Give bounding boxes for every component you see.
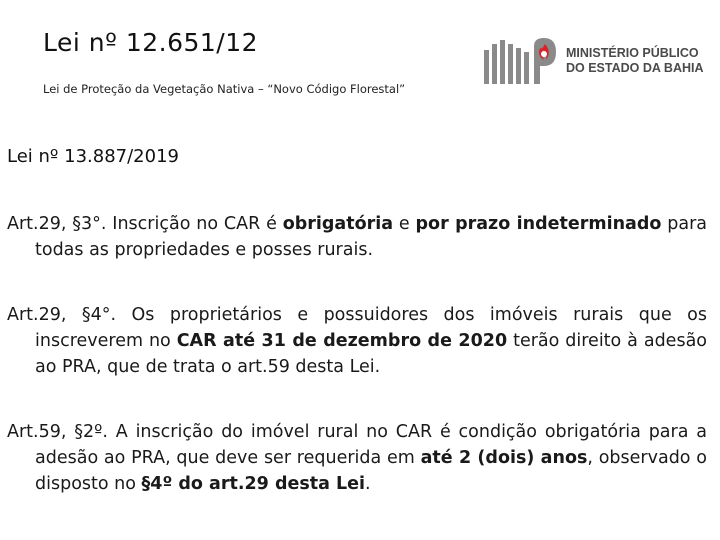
page-subtitle: Lei de Proteção da Vegetação Nativa – “Novo Código Florestal” bbox=[43, 82, 406, 96]
logo-line-2: DO ESTADO DA BAHIA bbox=[566, 61, 704, 75]
article-art29-par3: Art.29, §3°. Inscrição no CAR é obrigatória e por prazo indeterminado para todas as propriedades e posses rurais. bbox=[7, 214, 707, 260]
logo-line-1: MINISTÉRIO PÚBLICO bbox=[566, 46, 699, 60]
article-art29-par4: Art.29, §4°. Os proprietários e possuidores dos imóveis rurais que os inscreverem no CAR até 31 de dezembro de 2020 terão direito à adesão ao PRA, que de trata o art.59 desta Lei. bbox=[7, 305, 707, 377]
article-art59-par2: Art.59, §2º. A inscrição do imóvel rural no CAR é condição obrigatória para a adesão ao PRA, que deve ser requerida em até 2 (dois) anos, observado o disposto no §4º do art.29 desta Lei. bbox=[7, 422, 707, 494]
mp-logo-icon bbox=[482, 36, 560, 86]
law-heading: Lei nº 13.887/2019 bbox=[7, 146, 179, 167]
mp-bahia-logo bbox=[482, 36, 712, 86]
page-title: Lei nº 12.651/12 bbox=[43, 28, 259, 57]
